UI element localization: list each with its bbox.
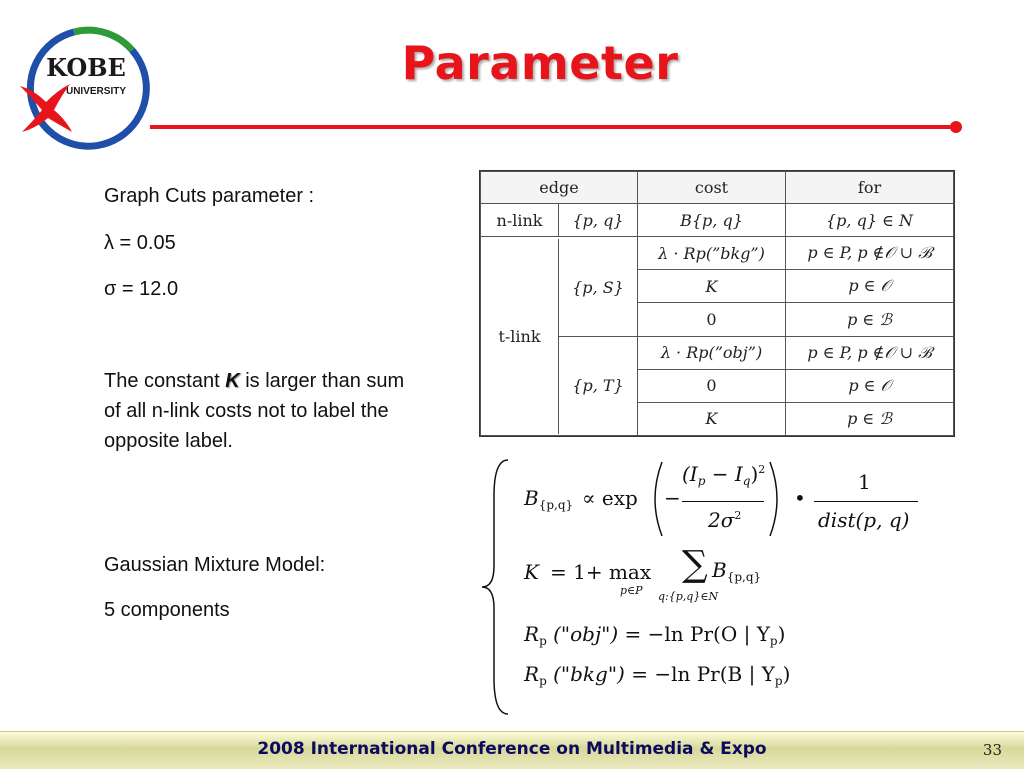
gmm-components: 5 components <box>104 599 230 621</box>
nlink-pair: {p, q} <box>572 210 624 230</box>
b-minus: − <box>664 486 681 510</box>
b-one: 1 <box>858 470 871 494</box>
b-dist: dist(p, q) <box>818 508 910 532</box>
tlink-S-cost-1: λ · Rp(”bkg”) <box>638 237 786 270</box>
constant-note-post: is larger than sum of all n-link costs not to label the opposite label. <box>104 370 405 452</box>
equation-block <box>478 456 948 718</box>
kobe-university-logo <box>14 20 154 150</box>
title-underline <box>150 125 956 129</box>
graphcuts-label: Graph Cuts parameter : <box>104 185 315 207</box>
edge-weight-table <box>480 171 954 436</box>
logo-subword: UNIVERSITY <box>65 86 127 97</box>
left-brace-icon <box>478 456 512 718</box>
nlink-label: n-link <box>481 204 559 236</box>
constant-k-note <box>104 366 424 456</box>
tlink-S-for-3: p ∈ ℬ <box>786 303 954 336</box>
tlink-T-cost-3: K <box>638 402 786 435</box>
table-row <box>481 237 954 270</box>
b-fraction-line <box>682 501 764 502</box>
r-obj-equation: $R_p$ ("obj") = −ln Pr(O | $Y_p$) <box>524 622 786 648</box>
k-sum-icon: ∑ <box>682 544 708 585</box>
logo-word: KOBE <box>46 53 126 82</box>
tlink-label: t-link <box>481 239 559 434</box>
sigma-value: σ = 12.0 <box>104 278 179 300</box>
r-bkg-equation: $R_p$ ("bkg") = −ln Pr(B | $Y_p$) <box>524 662 791 688</box>
gmm-label: Gaussian Mixture Model: <box>104 554 326 576</box>
k-max-sub: p∈P <box>620 584 643 597</box>
tlink-T-cost-2: 0 <box>638 369 786 402</box>
header-for: for <box>786 172 954 204</box>
b-numerator: $(I_p - I_q)^2$ <box>682 462 766 488</box>
lambda-value: λ = 0.05 <box>104 232 176 254</box>
table-row-nlink <box>481 204 954 237</box>
header-edge: edge <box>481 172 638 204</box>
k-eq-max: = 1+ max <box>550 560 652 584</box>
b-left-paren <box>646 460 666 538</box>
tlink-S-for-2: p ∈ 𝒪 <box>786 270 954 303</box>
header-cost: cost <box>638 172 786 204</box>
footer-conference: 2008 International Conference on Multimedia & Expo <box>257 739 767 759</box>
title-underline-dot <box>950 121 962 133</box>
b-denominator: $2\sigma^2$ <box>708 508 742 532</box>
tlink-cell <box>481 237 638 436</box>
footer-bar <box>0 731 1024 769</box>
nlink-cost: B{p, q} <box>638 204 786 237</box>
page-number: 33 <box>982 741 1002 759</box>
constant-note-pre: The constant <box>104 370 226 392</box>
constant-k: K <box>225 370 240 392</box>
nlink-for: {p, q} ∈ N <box>786 204 954 237</box>
b-prop-exp: ∝ exp <box>582 486 638 510</box>
tlink-S-cost-3: 0 <box>638 303 786 336</box>
b-lhs: $B_{\{p,q\}}$ <box>524 486 574 512</box>
tlink-T-for-2: p ∈ 𝒪 <box>786 369 954 402</box>
tlink-T-for-1: p ∈ P, p ∉𝒪 ∪ ℬ <box>786 336 954 369</box>
tlink-S-cost-2: K <box>638 270 786 303</box>
nlink-cell <box>481 204 638 237</box>
b-dot: • <box>794 486 806 510</box>
tlink-S-pair: {p, S} <box>559 239 637 337</box>
table-header-row <box>481 172 954 204</box>
tlink-T-for-3: p ∈ ℬ <box>786 402 954 435</box>
k-sum-sub: q:{p,q}∈N <box>658 590 719 603</box>
k-lhs: K <box>524 560 539 584</box>
tlink-S-for-1: p ∈ P, p ∉𝒪 ∪ ℬ <box>786 237 954 270</box>
tlink-T-cost-1: λ · Rp(”obj”) <box>638 336 786 369</box>
tlink-T-pair: {p, T} <box>572 375 624 395</box>
b-dist-fraction-line <box>814 501 918 502</box>
b-right-paren <box>766 460 786 538</box>
page-title: Parameter <box>401 36 679 90</box>
k-B: $B_{\{p,q\}}$ <box>712 558 762 584</box>
